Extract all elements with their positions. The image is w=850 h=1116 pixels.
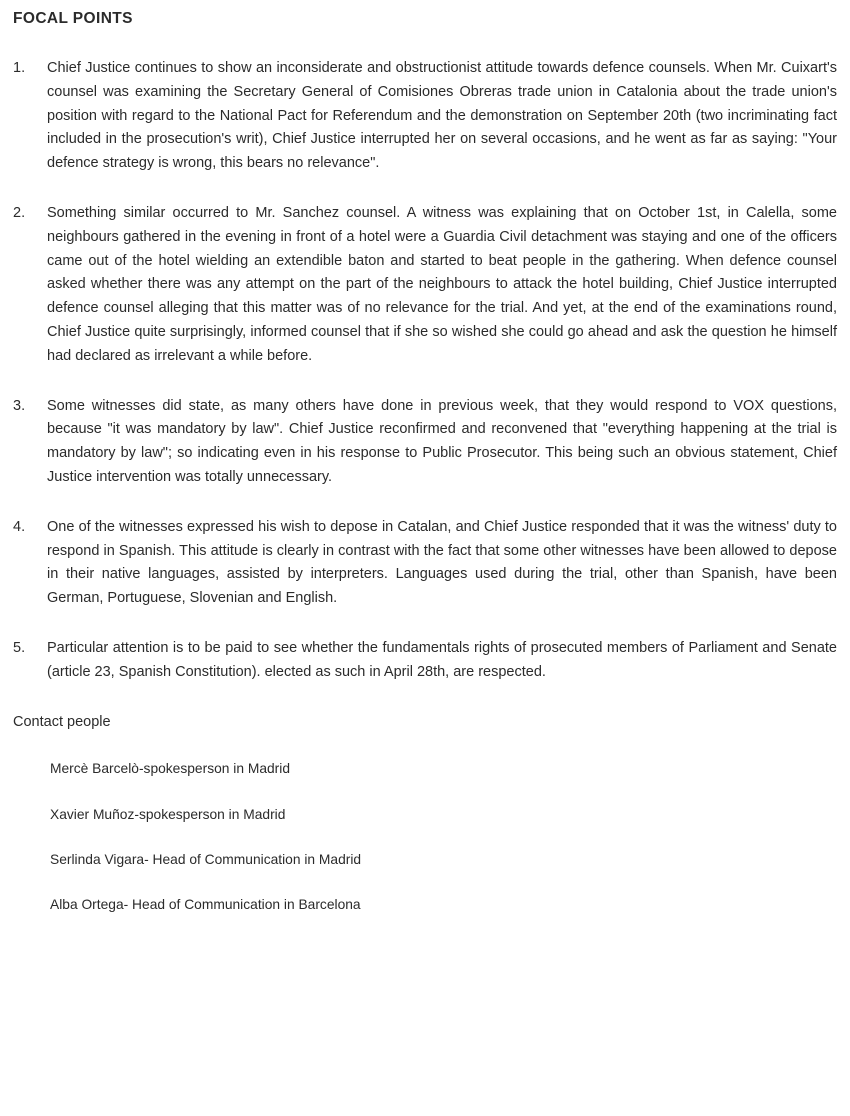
contact-list bbox=[13, 757, 837, 917]
contact-entry-alba-ortega: Alba Ortega- Head of Communication in Barcelona bbox=[50, 897, 361, 913]
page-title: FOCAL POINTS bbox=[13, 10, 133, 27]
focal-point-item-3 bbox=[13, 395, 837, 490]
contact-entry-serlinda-vigara: Serlinda Vigara- Head of Communication in Madrid bbox=[50, 851, 362, 867]
item-text: One of the witnesses expressed his wish to depose in Catalan, and Chief Justice responded that it was the witness' duty to respond in Spanish. This attitude is clearly in contrast with the fact that some other witnesses have been allowed to depose in their native languages, assisted by interpreters. Languages used during the trial, other than Spanish, have been German, Portuguese, Slovenian and English. bbox=[47, 518, 837, 607]
focal-point-item-2 bbox=[13, 202, 837, 369]
item-text: Chief Justice continues to show an inconsiderate and obstructionist attitude towards defence counsels. When Mr. Cuixart's counsel was examining the Secretary General of Comisiones Obreras trade union in Catalonia about the trade union's position with regard to the National Pact for Referendum and the demonstration on September 20th (two incriminating fact included in the prosecution's writ), Chief Justice interrupted her on several occasions, and he went as far as saying: "Your defence strategy is wrong, this bears no relevance". bbox=[47, 60, 837, 172]
contact-entry-xavier-munoz: Xavier Muñoz-spokesperson in Madrid bbox=[50, 806, 286, 822]
focal-points-list bbox=[13, 57, 837, 685]
contact-entry-merce-barcelo: Mercè Barcelò-spokesperson in Madrid bbox=[50, 761, 291, 777]
item-number: 5. bbox=[13, 639, 26, 656]
item-number: 3. bbox=[13, 397, 26, 414]
item-text: Something similar occurred to Mr. Sanchez counsel. A witness was explaining that on October 1st, in Calella, some neighbours gathered in the evening in front of a hotel were a Guardia Civil detachment was staying and one of the officers came out of the hotel wielding an extendible baton and started to beat people in the gathering. When defence counsel asked whether there was any attempt on the part of the neighbours to attack the hotel building, Chief Justice interrupted defence counsel alleging that this matter was of no relevance for the trial. And yet, at the end of the examinations round, Chief Justice quite surprisingly, informed counsel that if she so wished she could go ahead and ask the question he himself had declared as irrelevant a while before. bbox=[47, 204, 837, 364]
focal-point-item-1 bbox=[13, 57, 837, 176]
item-text: Particular attention is to be paid to see whether the fundamentals rights of prosecuted members of Parliament and Senate (article 23, Spanish Constitution). elected as such in April 28th, are respected. bbox=[47, 639, 837, 680]
item-text: Some witnesses did state, as many others have done in previous week, that they would respond to VOX questions, because "it was mandatory by law". Chief Justice reconfirmed and reconvened that "everything happening at the trial is mandatory by law"; so indicating even in his response to Public Prosecutor. This being such an obvious statement, Chief Justice intervention was totally unnecessary. bbox=[47, 397, 837, 485]
item-number: 2. bbox=[13, 204, 26, 221]
item-number: 1. bbox=[13, 60, 26, 76]
focal-point-item-5 bbox=[13, 637, 837, 685]
focal-point-item-4 bbox=[13, 516, 837, 611]
contact-people-heading: Contact people bbox=[13, 713, 111, 730]
item-number: 4. bbox=[13, 518, 26, 535]
